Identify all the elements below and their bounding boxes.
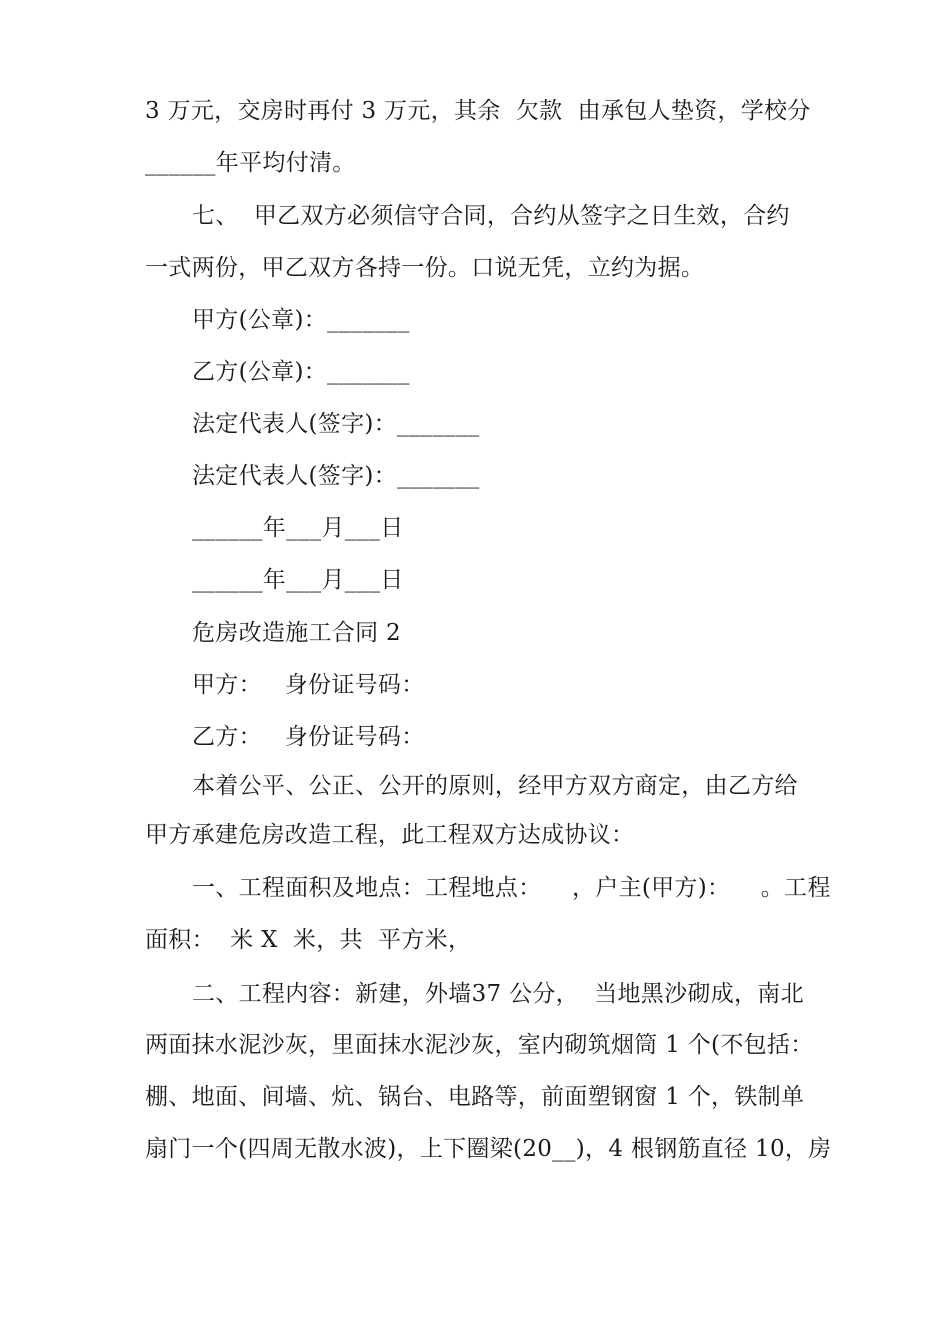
party-b-seal-line: 乙方(公章)：_______ xyxy=(192,359,410,385)
date-line-b: ______年___月___日 xyxy=(192,567,404,593)
clause-one-line-1: 一、工程面积及地点：工程地点： ，户主(甲方)： 。工程 xyxy=(192,875,831,901)
clause-seven-line-1: 七、 甲乙双方必须信守合同，合约从签字之日生效，合约 xyxy=(192,203,790,229)
preamble-line-1: 本着公平、公正、公开的原则，经甲方双方商定，由乙方给 xyxy=(192,773,798,799)
party-a-id-line: 甲方： 身份证号码： xyxy=(192,672,425,698)
paragraph-line-payment-years: ______年平均付清。 xyxy=(145,150,356,176)
clause-two-line-3: 棚、地面、间墙、炕、锅台、电路等，前面塑钢窗 1 个，铁制单 xyxy=(145,1084,805,1110)
clause-seven-line-2: 一式两份，甲乙双方各持一份。口说无凭，立约为据。 xyxy=(145,255,705,281)
party-a-seal-line: 甲方(公章)：_______ xyxy=(192,307,410,333)
clause-two-line-4: 扇门一个(四周无散水波)，上下圈梁(20__)，4 根钢筋直径 10，房 xyxy=(145,1136,832,1162)
preamble-line-2: 甲方承建危房改造工程，此工程双方达成协议： xyxy=(145,822,635,848)
legal-rep-sign-line-a: 法定代表人(签字)：_______ xyxy=(192,411,480,437)
clause-one-line-2: 面积： 米 X 米，共 平方米， xyxy=(145,927,472,953)
date-line-a: ______年___月___日 xyxy=(192,515,404,541)
party-b-id-line: 乙方： 身份证号码： xyxy=(192,724,425,750)
contract-2-title: 危房改造施工合同 2 xyxy=(192,620,401,646)
clause-two-line-2: 两面抹水泥沙灰，里面抹水泥沙灰，室内砌筑烟筒 1 个(不包括： xyxy=(145,1032,814,1058)
paragraph-line-payment: 3 万元，交房时再付 3 万元，其余 欠款 由承包人垫资，学校分 xyxy=(145,98,811,124)
legal-rep-sign-line-b: 法定代表人(签字)：_______ xyxy=(192,463,480,489)
clause-two-line-1: 二、工程内容：新建，外墙37 公分， 当地黑沙砌成，南北 xyxy=(192,981,804,1007)
